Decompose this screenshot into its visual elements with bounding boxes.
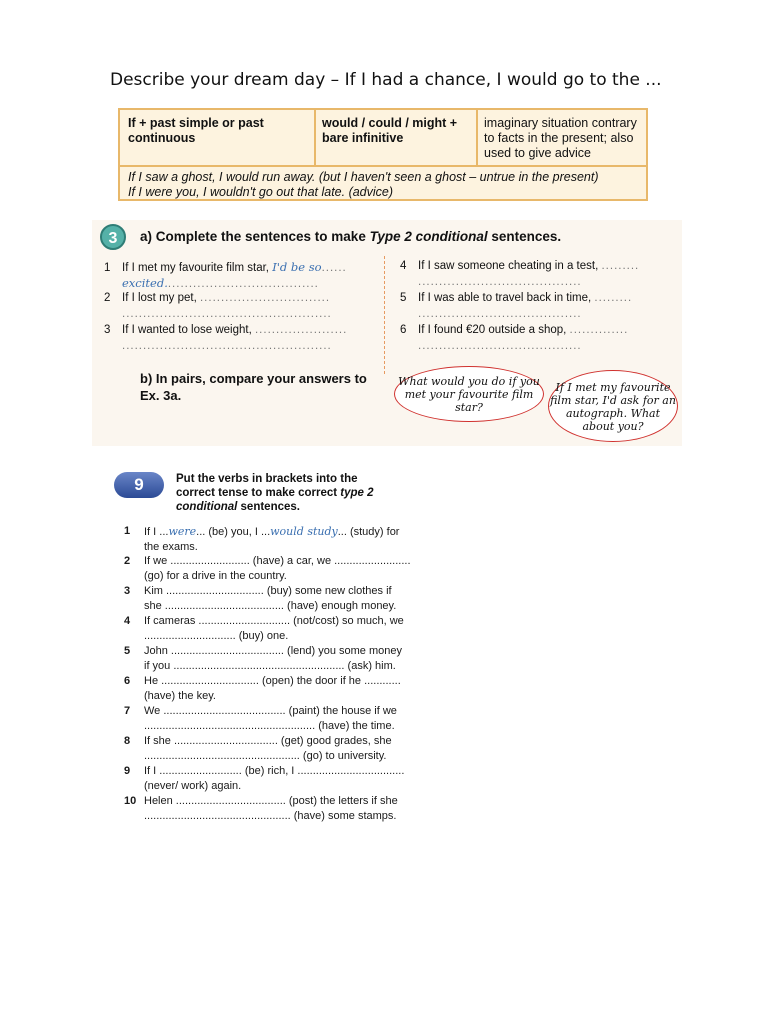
page-title: Describe your dream day – If I had a chance, I would go to the ... bbox=[110, 70, 662, 90]
exercise-9-heading: Put the verbs in brackets into the correct tense to make correct type 2 conditional sentences. bbox=[176, 473, 374, 513]
grammar-col-condition: If + past simple or past continuous bbox=[128, 116, 264, 145]
ex9-item-8: 8 If she .................................. (get) good grades, she ................................................... (go) to university. bbox=[124, 735, 392, 762]
ex3-item-5: 5 If I was able to travel back in time, ......... bbox=[400, 292, 633, 304]
ex9-item-9: 9 If I ........................... (be) rich, I ................................... (never/ work) again. bbox=[124, 765, 405, 792]
ex3-item-4: 4 If I saw someone cheating in a test, ......... bbox=[400, 260, 640, 272]
grammar-example-2: If I were you, I wouldn't go out that late. (advice) bbox=[128, 185, 394, 199]
ex9-item-1: 1 If I ...were... (be) you, I ...would study... (study) for the exams. bbox=[124, 525, 400, 553]
column-divider bbox=[384, 256, 385, 374]
grammar-col-use: imaginary situation contrary to facts in the present; also used to give advice bbox=[484, 116, 637, 160]
speech-bubble-answer: If I met my favourite film star, I'd ask for an autograph. What about you? bbox=[548, 370, 678, 442]
grammar-table bbox=[118, 108, 648, 201]
grammar-example-1: If I saw a ghost, I would run away. (but I haven't seen a ghost – untrue in the present) bbox=[128, 170, 599, 184]
ex9-item-6: 6 He ................................ (open) the door if he ............ (have) the key. bbox=[124, 675, 401, 702]
exercise-3-heading: a) Complete the sentences to make Type 2 conditional sentences. bbox=[140, 229, 562, 244]
ex9-item-4: 4 If cameras .............................. (not/cost) so much, we .............................. (buy) one. bbox=[124, 615, 404, 642]
ex9-item-3: 3 Kim ................................ (buy) some new clothes if she ....................................... (have) enough money. bbox=[124, 585, 397, 612]
grammar-table-header-row bbox=[120, 110, 646, 167]
ex3-item-2: 2 If I lost my pet, ............................... bbox=[104, 292, 331, 304]
speech-bubble-question: What would you do if you met your favourite film star? bbox=[394, 366, 544, 422]
exercise-number-badge: 9 bbox=[114, 472, 164, 498]
ex9-item-2: 2 If we .......................... (have) a car, we ......................... (go) for a drive in the country. bbox=[124, 555, 411, 582]
grammar-col-result: would / could / might + bare infinitive bbox=[322, 116, 458, 145]
ex9-item-7: 7 We ........................................ (paint) the house if we ........................................................ (have) the time. bbox=[124, 705, 397, 732]
exercise-3: 3 a) Complete the sentences to make Type 2 conditional sentences. 1 If I met my favourite film star, I'd be so...... excited..................................... 2 If I lost my pet, ............................... .................................................. 3 If I wanted to lose weight, ...................... .................................................. 4 If I saw someone cheating in a test, ......... ....................................... 5 If I was able to travel back in time, ......... ....................................... 6 If I found €20 outside a shop, .............. ....................................... b) In pairs, compare your answers to Ex. 3a. What would you do if you met your favourite film star? If I met my favourite film star, I'd ask for an autograph. What about you? bbox=[92, 220, 682, 446]
ex3-item-1-answer: I'd be so bbox=[272, 260, 322, 274]
exercise-number-badge: 3 bbox=[100, 224, 126, 250]
exercise-9 bbox=[110, 466, 448, 826]
exercise-3-part-b: b) In pairs, compare your answers to Ex. 3a. bbox=[140, 371, 367, 403]
ex3-item-3: 3 If I wanted to lose weight, ...................... bbox=[104, 324, 348, 336]
ex9-item-5: 5 John ..................................... (lend) you some money if you ........................................................ (ask) him. bbox=[124, 645, 402, 672]
ex9-item-10: 10 Helen .................................... (post) the letters if she ................................................ (have) some stamps. bbox=[124, 795, 398, 822]
ex3-item-6: 6 If I found €20 outside a shop, .............. bbox=[400, 324, 629, 336]
ex3-item-1: 1 If I met my favourite film star, I'd be so...... bbox=[104, 260, 347, 274]
